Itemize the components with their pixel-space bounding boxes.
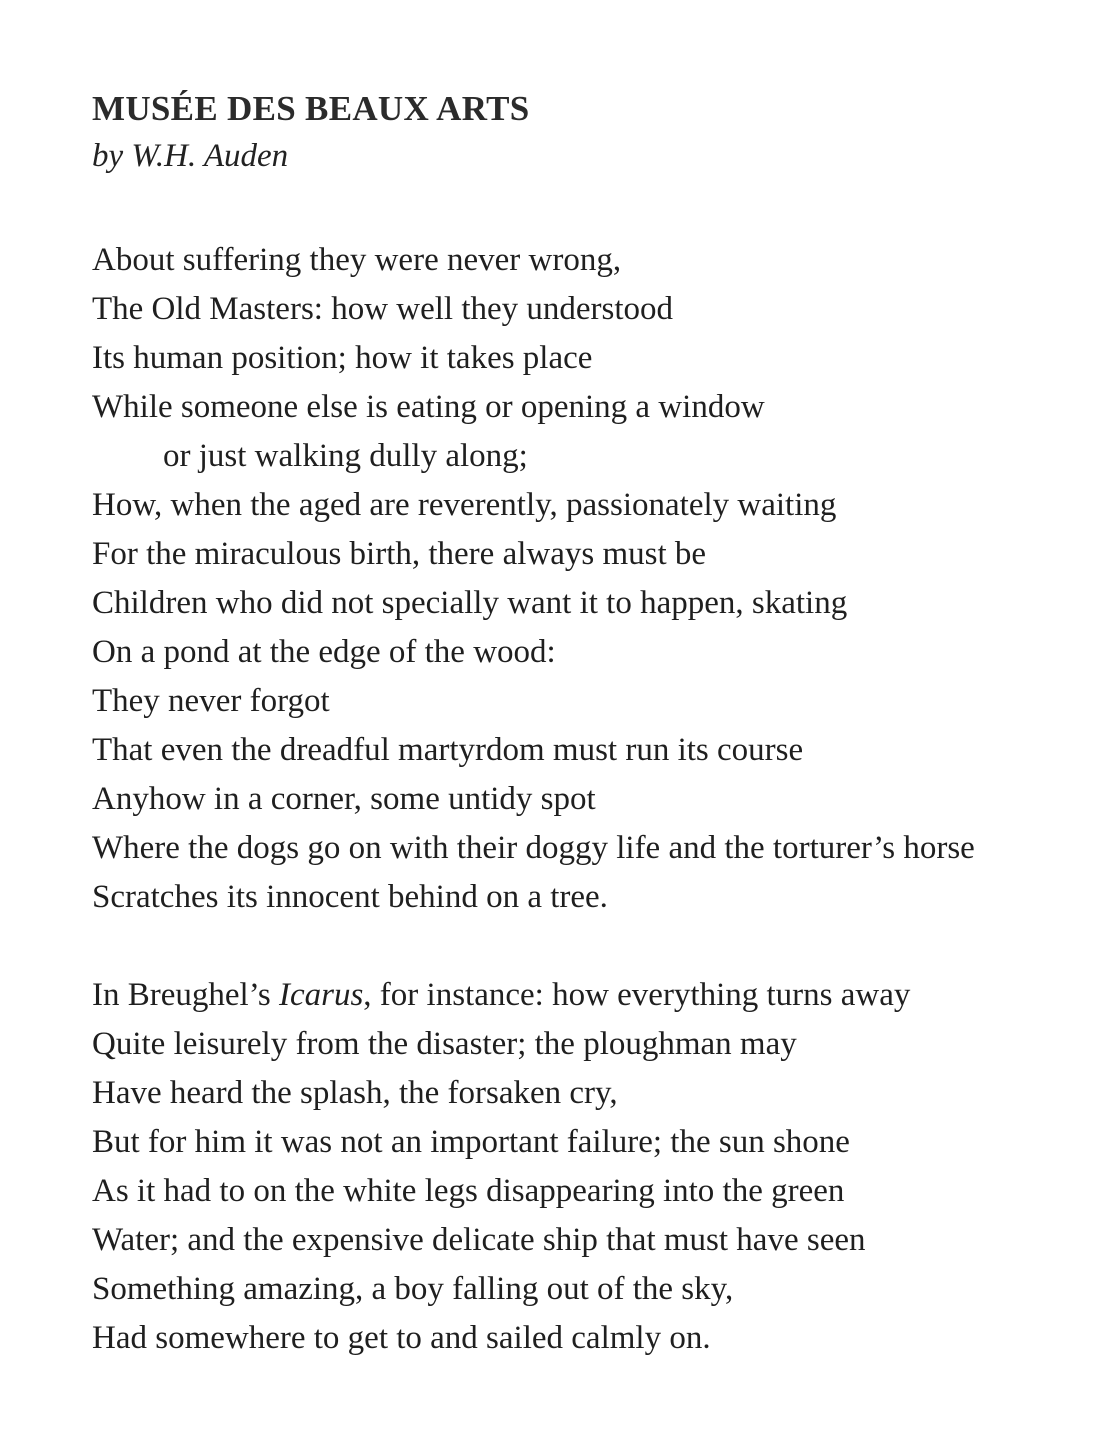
poem-line: The Old Masters: how well they understood xyxy=(92,291,674,327)
painting-title: Icarus xyxy=(278,977,364,1013)
poem-line: Something amazing, a boy falling out of the sky, xyxy=(92,1271,734,1307)
poem-line-indented: or just walking dully along; xyxy=(163,438,528,474)
poem-line: But for him it was not an important failure; the sun shone xyxy=(92,1124,850,1160)
poem-line-icarus xyxy=(92,971,1082,1020)
poem-line: Children who did not specially want it to happen, skating xyxy=(92,585,848,621)
line-prefix: In Breughel’s xyxy=(92,977,279,1013)
poem-line: Its human position; how it takes place xyxy=(92,340,593,376)
poem-line: That even the dreadful martyrdom must run its course xyxy=(92,732,804,768)
poem xyxy=(92,86,1082,1363)
line-suffix: , for instance: how everything turns away xyxy=(363,977,911,1013)
poem-line: Where the dogs go on with their doggy life and the torturer’s horse xyxy=(92,830,975,866)
poem-line: How, when the aged are reverently, passionately waiting xyxy=(92,487,837,523)
poem-line: Water; and the expensive delicate ship that must have seen xyxy=(92,1222,866,1258)
poem-line: On a pond at the edge of the wood: xyxy=(92,634,556,670)
poem-line: For the miraculous birth, there always must be xyxy=(92,536,707,572)
poem-line: While someone else is eating or opening a window xyxy=(92,389,765,425)
poem-byline: by W.H. Auden xyxy=(92,138,289,174)
poem-line: Scratches its innocent behind on a tree. xyxy=(92,879,608,915)
stanza-1 xyxy=(92,236,1082,922)
poem-line: Anyhow in a corner, some untidy spot xyxy=(92,781,596,817)
poem-line: Quite leisurely from the disaster; the ploughman may xyxy=(92,1026,797,1062)
stanza-2 xyxy=(92,971,1082,1363)
poem-line: As it had to on the white legs disappearing into the green xyxy=(92,1173,845,1209)
poem-line: About suffering they were never wrong, xyxy=(92,242,622,278)
poem-line: Have heard the splash, the forsaken cry, xyxy=(92,1075,618,1111)
poem-line: Had somewhere to get to and sailed calmly on. xyxy=(92,1320,711,1356)
poem-line: They never forgot xyxy=(92,683,330,719)
poem-title: MUSÉE DES BEAUX ARTS xyxy=(92,89,530,128)
